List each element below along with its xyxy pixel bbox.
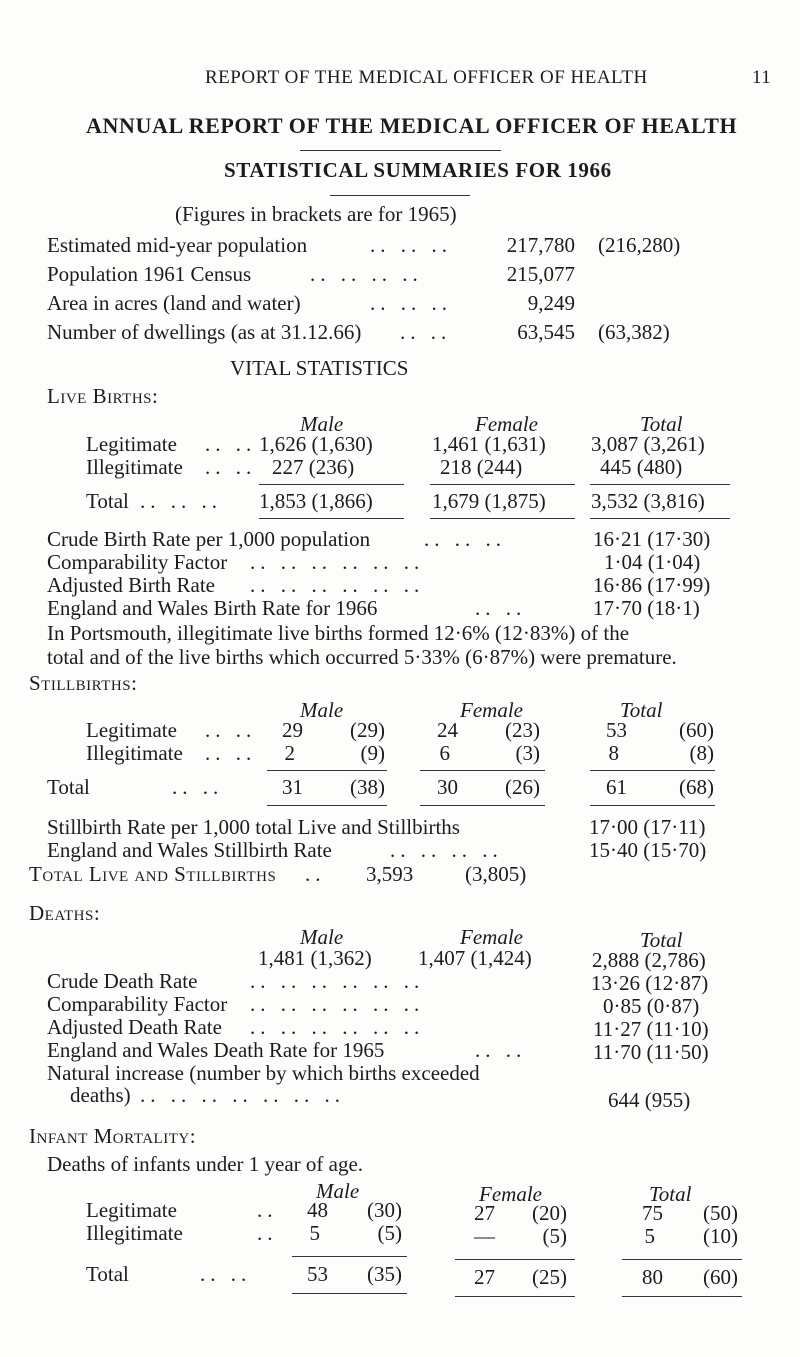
rate-label: Comparability Factor bbox=[47, 992, 228, 1016]
col-female: Female bbox=[460, 698, 523, 722]
grand-total-prev: (60) bbox=[703, 1265, 738, 1289]
rate-value: 11·27 (11·10) bbox=[593, 1017, 709, 1041]
summary-label: Population 1961 Census bbox=[47, 262, 252, 286]
dot-leader: .. bbox=[257, 1221, 278, 1245]
natural-increase-value: 644 (955) bbox=[608, 1088, 691, 1112]
male-prev: (30) bbox=[367, 1198, 402, 1222]
dot-leader: .. .. bbox=[172, 775, 224, 799]
sum-rule bbox=[590, 805, 715, 806]
rate-label: England and Wales Birth Rate for 1966 bbox=[47, 596, 378, 620]
male-total: 1,853 (1,866) bbox=[259, 489, 373, 513]
total-value: 5 bbox=[644, 1224, 655, 1248]
summary-prev: (63,382) bbox=[598, 320, 670, 344]
total-row-label: Total bbox=[86, 489, 129, 513]
col-total: Total bbox=[620, 698, 663, 722]
dot-leader: .. .. bbox=[475, 1038, 527, 1062]
dot-leader: .. .. bbox=[205, 741, 257, 765]
total-prev: (50) bbox=[703, 1201, 738, 1225]
summary-label: Estimated mid-year population bbox=[47, 233, 308, 257]
male-value: 2 bbox=[284, 741, 295, 765]
dot-leader: .. .. .. .. .. .. bbox=[250, 969, 425, 993]
sum-rule bbox=[622, 1296, 742, 1297]
col-total: Total bbox=[640, 928, 683, 952]
rate-value: 15·40 (15·70) bbox=[589, 838, 707, 862]
row-label: Legitimate bbox=[86, 1198, 177, 1222]
male-value: 1,626 (1,630) bbox=[259, 432, 373, 456]
total-live-stillbirths-value: 3,593 bbox=[366, 862, 414, 886]
total-value: 75 bbox=[642, 1201, 663, 1225]
natural-increase-label: Natural increase (number by which births exceeded bbox=[47, 1061, 480, 1085]
deaths-male: 1,481 (1,362) bbox=[258, 946, 372, 970]
dot-leader: .. .. bbox=[200, 1262, 252, 1286]
female-value: 27 bbox=[474, 1201, 495, 1225]
female-prev: (5) bbox=[542, 1224, 567, 1248]
rate-value: 13·26 (12·87) bbox=[591, 971, 709, 995]
rate-value: 0·85 (0·87) bbox=[603, 994, 700, 1018]
sum-rule bbox=[267, 805, 387, 806]
col-total: Total bbox=[649, 1182, 692, 1206]
male-value: 227 (236) bbox=[272, 455, 355, 479]
report-subtitle: STATISTICAL SUMMARIES FOR 1966 bbox=[224, 158, 612, 182]
total-prev: (60) bbox=[679, 718, 714, 742]
paragraph-line: In Portsmouth, illegitimate live births formed 12·6% (12·83%) of the bbox=[47, 621, 630, 645]
summary-value: 215,077 bbox=[506, 262, 575, 286]
sum-rule bbox=[590, 518, 730, 519]
dot-leader: .. bbox=[257, 1198, 278, 1222]
total-row-label: Total bbox=[86, 1262, 129, 1286]
male-total: 31 bbox=[282, 775, 303, 799]
summary-prev: (216,280) bbox=[598, 233, 681, 257]
title-rule bbox=[300, 150, 501, 151]
rate-value: 11·70 (11·50) bbox=[593, 1040, 709, 1064]
col-male: Male bbox=[300, 925, 344, 949]
sum-rule bbox=[455, 1296, 575, 1297]
male-prev: (5) bbox=[377, 1221, 402, 1245]
female-total: 1,679 (1,875) bbox=[432, 489, 546, 513]
summary-label: Number of dwellings (as at 31.12.66) bbox=[47, 320, 362, 344]
rate-value: 16·21 (17·30) bbox=[593, 527, 711, 551]
dot-leader: .. .. .. .. .. .. bbox=[250, 550, 425, 574]
female-prev: (3) bbox=[515, 741, 540, 765]
rate-label: Stillbirth Rate per 1,000 total Live and Stillbirths bbox=[47, 815, 460, 839]
row-label: Legitimate bbox=[86, 718, 177, 742]
rate-label: Adjusted Death Rate bbox=[47, 1015, 222, 1039]
rate-label: England and Wales Death Rate for 1965 bbox=[47, 1038, 385, 1062]
sum-rule bbox=[292, 1293, 407, 1294]
female-prev: (23) bbox=[505, 718, 540, 742]
female-total: 30 bbox=[437, 775, 458, 799]
female-value: 6 bbox=[439, 741, 450, 765]
dot-leader: .. .. bbox=[400, 320, 452, 344]
grand-total: 3,532 (3,816) bbox=[591, 489, 705, 513]
total-prev: (8) bbox=[689, 741, 714, 765]
female-value: 24 bbox=[437, 718, 458, 742]
dot-leader: .. .. .. .. bbox=[310, 262, 423, 286]
rate-label: Crude Birth Rate per 1,000 population bbox=[47, 527, 371, 551]
col-total: Total bbox=[640, 412, 683, 436]
col-male: Male bbox=[300, 698, 344, 722]
dot-leader: .. .. .. .. .. .. .. bbox=[140, 1083, 345, 1107]
dot-leader: .. .. .. bbox=[140, 489, 222, 513]
sum-rule bbox=[267, 770, 387, 771]
deaths-female: 1,407 (1,424) bbox=[418, 946, 532, 970]
male-total: 53 bbox=[307, 1262, 328, 1286]
rate-label: Adjusted Birth Rate bbox=[47, 573, 215, 597]
col-male: Male bbox=[316, 1179, 360, 1203]
male-total-prev: (38) bbox=[350, 775, 385, 799]
sum-rule bbox=[455, 1259, 575, 1260]
row-label: Illegitimate bbox=[86, 455, 183, 479]
grand-total: 61 bbox=[606, 775, 627, 799]
infant-mortality-subheading: Deaths of infants under 1 year of age. bbox=[47, 1152, 364, 1176]
summary-value: 9,249 bbox=[527, 291, 575, 315]
female-total-prev: (26) bbox=[505, 775, 540, 799]
sum-rule bbox=[590, 770, 715, 771]
sum-rule bbox=[259, 518, 404, 519]
live-births-heading: Live Births: bbox=[47, 384, 159, 408]
rate-label: England and Wales Stillbirth Rate bbox=[47, 838, 332, 862]
total-row-label: Total bbox=[47, 775, 90, 799]
vital-statistics-heading: VITAL STATISTICS bbox=[230, 356, 409, 380]
rate-label: Crude Death Rate bbox=[47, 969, 198, 993]
summary-value: 63,545 bbox=[517, 320, 575, 344]
rate-value: 1·04 (1·04) bbox=[604, 550, 701, 574]
row-label: Illegitimate bbox=[86, 741, 183, 765]
sum-rule bbox=[622, 1259, 742, 1260]
sum-rule bbox=[259, 484, 404, 485]
deaths-heading: Deaths: bbox=[29, 901, 101, 925]
sum-rule bbox=[420, 770, 545, 771]
female-total: 27 bbox=[474, 1265, 495, 1289]
dot-leader: .. .. bbox=[205, 432, 257, 456]
rate-value: 17·00 (17·11) bbox=[589, 815, 706, 839]
summary-label: Area in acres (land and water) bbox=[47, 291, 301, 315]
grand-total-prev: (68) bbox=[679, 775, 714, 799]
dot-leader: .. .. .. .. .. .. bbox=[250, 1015, 425, 1039]
dot-leader: .. bbox=[305, 862, 326, 886]
grand-total: 80 bbox=[642, 1265, 663, 1289]
dot-leader: .. .. bbox=[205, 718, 257, 742]
dot-leader: .. .. .. bbox=[370, 233, 452, 257]
total-live-stillbirths-prev: (3,805) bbox=[465, 862, 527, 886]
col-male: Male bbox=[300, 412, 344, 436]
sum-rule bbox=[420, 805, 545, 806]
dot-leader: .. .. .. .. bbox=[390, 838, 503, 862]
total-value: 53 bbox=[606, 718, 627, 742]
page-number: 11 bbox=[752, 67, 772, 88]
dot-leader: .. .. .. bbox=[370, 291, 452, 315]
male-prev: (29) bbox=[350, 718, 385, 742]
row-label: Legitimate bbox=[86, 432, 177, 456]
row-label: Illegitimate bbox=[86, 1221, 183, 1245]
total-value: 8 bbox=[608, 741, 619, 765]
total-prev: (10) bbox=[703, 1224, 738, 1248]
dot-leader: .. .. bbox=[205, 455, 257, 479]
male-total-prev: (35) bbox=[367, 1262, 402, 1286]
rate-value: 17·70 (18·1) bbox=[593, 596, 700, 620]
total-value: 3,087 (3,261) bbox=[591, 432, 705, 456]
female-prev: (20) bbox=[532, 1201, 567, 1225]
female-value: — bbox=[474, 1224, 495, 1248]
sum-rule bbox=[430, 518, 575, 519]
sum-rule bbox=[292, 1256, 407, 1257]
col-female: Female bbox=[460, 925, 523, 949]
sum-rule bbox=[430, 484, 575, 485]
rate-label: Comparability Factor bbox=[47, 550, 228, 574]
female-total-prev: (25) bbox=[532, 1265, 567, 1289]
natural-increase-label-cont: deaths) bbox=[70, 1083, 131, 1107]
running-header: REPORT OF THE MEDICAL OFFICER OF HEALTH bbox=[205, 67, 648, 88]
sum-rule bbox=[590, 484, 730, 485]
summary-value: 217,780 bbox=[506, 233, 575, 257]
total-value: 445 (480) bbox=[600, 455, 683, 479]
female-value: 1,461 (1,631) bbox=[432, 432, 546, 456]
brackets-note: (Figures in brackets are for 1965) bbox=[175, 202, 457, 226]
dot-leader: .. .. bbox=[475, 596, 527, 620]
female-value: 218 (244) bbox=[440, 455, 523, 479]
deaths-total: 2,888 (2,786) bbox=[592, 948, 706, 972]
stillbirths-heading: Stillbirths: bbox=[29, 671, 138, 695]
male-value: 48 bbox=[307, 1198, 328, 1222]
male-prev: (9) bbox=[360, 741, 385, 765]
col-female: Female bbox=[479, 1182, 542, 1206]
male-value: 5 bbox=[309, 1221, 320, 1245]
dot-leader: .. .. .. .. .. .. bbox=[250, 992, 425, 1016]
dot-leader: .. .. .. bbox=[424, 527, 506, 551]
rate-value: 16·86 (17·99) bbox=[593, 573, 711, 597]
male-value: 29 bbox=[282, 718, 303, 742]
infant-mortality-heading: Infant Mortality: bbox=[29, 1124, 197, 1148]
subtitle-rule bbox=[330, 195, 470, 196]
total-live-stillbirths-label: Total Live and Stillbirths bbox=[29, 862, 277, 886]
col-female: Female bbox=[475, 412, 538, 436]
paragraph-line: total and of the live births which occurred 5·33% (6·87%) were premature. bbox=[47, 645, 677, 669]
dot-leader: .. .. .. .. .. .. bbox=[250, 573, 425, 597]
report-title: ANNUAL REPORT OF THE MEDICAL OFFICER OF HEALTH bbox=[86, 113, 738, 138]
